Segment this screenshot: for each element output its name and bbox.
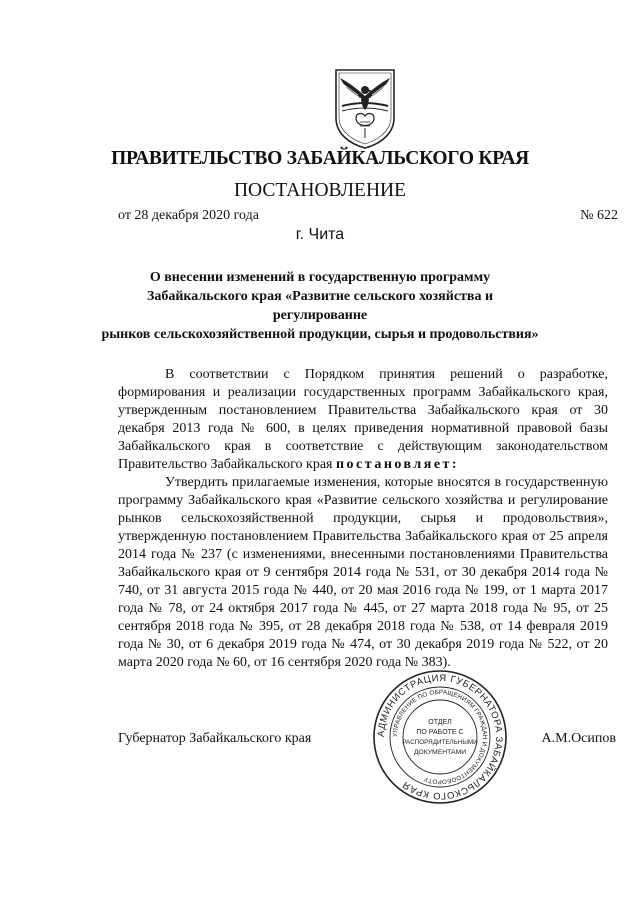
heading-line: рынков сельскохозяйственной продукции, сырья и продовольствия» [101, 327, 539, 342]
stamp-center-line: ОТДЕЛ [428, 719, 452, 726]
document-body [118, 366, 608, 672]
document-date: от 28 декабря 2020 года [118, 208, 259, 223]
paragraph-resolution: Утвердить прилагаемые изменения, которые вносятся в государственную программу Забайкальского края «Развитие сельского хозяйства и регулирование рынков сельскохозяйственной продукции, сырья и продовольствия», утвержденную постановлением Правительства Забайкальского края от 25 апреля 2014 года № 237 (с изменениями, внесенными постановлениями Правительства Забайкальского края от 9 сентября 2014 года № 531, от 30 декабря 2014 года № 740, от 31 августа 2015 года № 440, от 20 мая 2016 года № 199, от 1 марта 2017 года № 78, от 24 октября 2017 года № 445, от 27 марта 2018 года № 95, от 25 сентября 2018 года № 395, от 28 декабря 2018 года № 538, от 14 февраля 2019 года № 30, от 6 декабря 2019 года № 474, от 30 декабря 2019 года № 522, от 20 марта 2020 года № 60, от 16 сентября 2020 года № 383). [118, 475, 608, 670]
document-heading [100, 268, 540, 344]
heading-line: О внесении изменений в государственную программу [149, 270, 491, 285]
government-title: ПРАВИТЕЛЬСТВО ЗАБАЙКАЛЬСКОГО КРАЯ [111, 148, 529, 169]
coat-of-arms-emblem-icon [330, 66, 400, 150]
heading-line: Забайкальского края «Развитие сельского хозяйства и регулированне [146, 289, 494, 323]
signer-name: А.М.Осипов [541, 731, 616, 746]
stamp-center-line: ПО РАБОТЕ С [416, 729, 464, 736]
signer-title: Губернатор Забайкальского края [118, 731, 312, 746]
official-stamp [371, 668, 509, 806]
paragraph-preamble [118, 366, 608, 474]
stamp-inner-text: УПРАВЛЕНИЕ ПО ОБРАЩЕНИЯМ ГРАЖДАН И ДОКУМЕНТООБОРОТУ [391, 688, 489, 786]
document-type: ПОСТАНОВЛЕНИЕ [233, 180, 407, 201]
resolves-keyword: постановляет: [335, 457, 460, 472]
stamp-outer-text: АДМИНИСТРАЦИЯ ГУБЕРНАТОРА ЗАБАЙКАЛЬСКОГО КРАЯ [375, 672, 505, 802]
preamble-text: В соответствии с Порядком принятия решений о разработке, формирования и реализации государственных программ Забайкальского края, утвержденным постановлением Правительства Забайкальского края от 30 декабря 2013 года № 600, в целях приведения нормативной правовой базы Забайкальского края в соответствие с действующим законодательством Правительство Забайкальского края [118, 367, 608, 472]
stamp-center-line: ДОКУМЕНТАМИ [413, 749, 467, 756]
stamp-center-line: РАСПОРЯДИТЕЛЬНЫМИ [402, 739, 478, 746]
document-number: № 622 [580, 208, 618, 223]
document-city: г. Чита [295, 226, 345, 243]
